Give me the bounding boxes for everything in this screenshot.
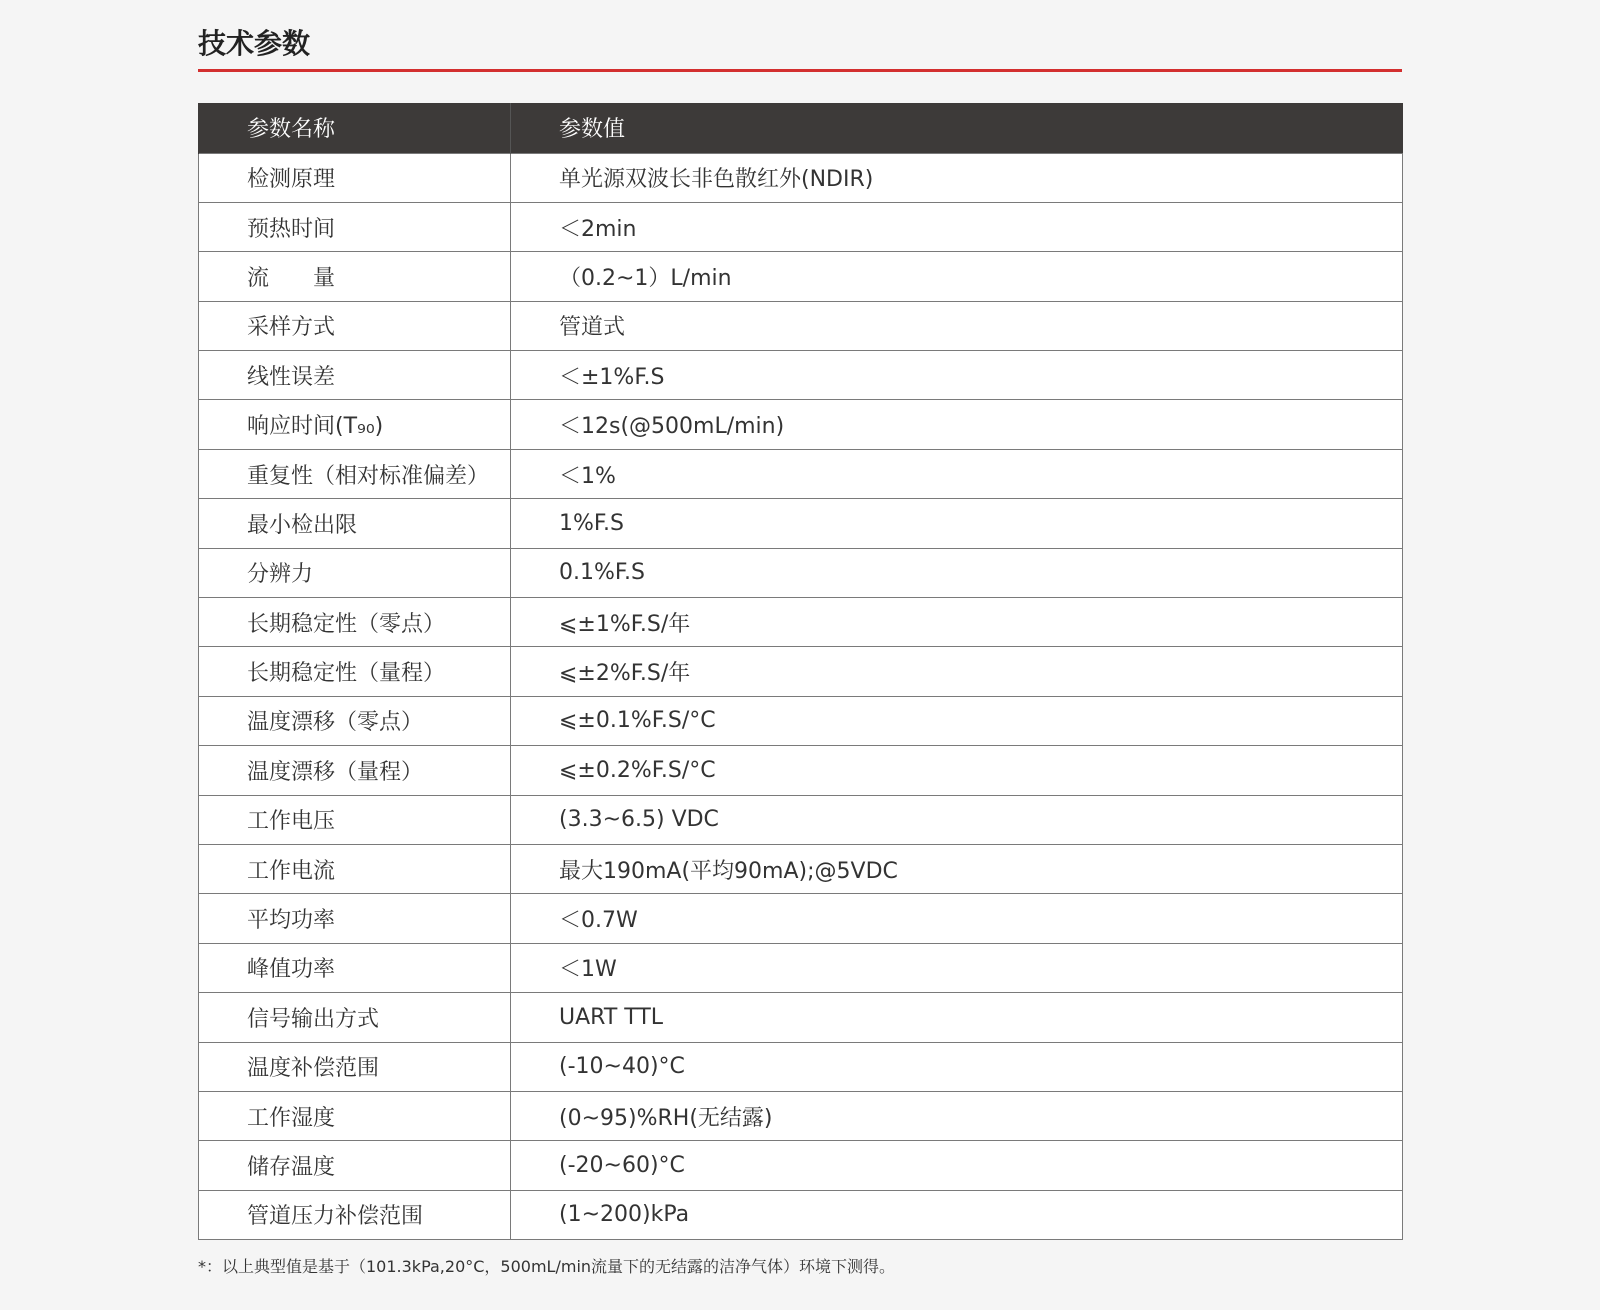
param-value-cell: ⩽±0.1%F.S/°C: [511, 696, 1403, 745]
table-header-row: [199, 103, 1403, 153]
table-row: [199, 153, 1403, 202]
param-name-cell: 温度补偿范围: [199, 1042, 511, 1091]
param-name-cell: 检测原理: [199, 153, 511, 202]
table-row: [199, 499, 1403, 548]
table-body: [199, 153, 1403, 1240]
column-header-name: 参数名称: [199, 103, 511, 153]
param-name-cell: 线性误差: [199, 351, 511, 400]
param-name-cell: 温度漂移（量程）: [199, 746, 511, 795]
table-row: [199, 844, 1403, 893]
param-value-cell: UART TTL: [511, 993, 1403, 1042]
section-title: 技术参数: [198, 0, 1402, 72]
footnote: *：以上典型值是基于（101.3kPa,20°C，500mL/min流量下的无结露的洁净气体）环境下测得。: [198, 1257, 896, 1277]
param-value-cell: （0.2~1）L/min: [511, 252, 1403, 301]
table-row: [199, 400, 1403, 449]
table-row: [199, 1190, 1403, 1239]
param-name-cell: 平均功率: [199, 894, 511, 943]
spec-table: [198, 103, 1403, 1240]
param-value-cell: ⩽±1%F.S/年: [511, 598, 1403, 647]
param-value-cell: 最大190mA(平均90mA);@5VDC: [511, 844, 1403, 893]
param-value-cell: (3.3~6.5) VDC: [511, 795, 1403, 844]
table-row: [199, 795, 1403, 844]
param-name-cell: 重复性（相对标准偏差）: [199, 449, 511, 498]
table-row: [199, 301, 1403, 350]
param-value-cell: ＜1%: [511, 449, 1403, 498]
param-name-cell: 峰值功率: [199, 943, 511, 992]
param-name-cell: 采样方式: [199, 301, 511, 350]
param-value-cell: 管道式: [511, 301, 1403, 350]
table-row: [199, 252, 1403, 301]
param-name-cell: 工作湿度: [199, 1091, 511, 1140]
param-value-cell: ＜±1%F.S: [511, 351, 1403, 400]
param-name-cell: 流 量: [199, 252, 511, 301]
param-name-cell: 工作电压: [199, 795, 511, 844]
param-value-cell: (0~95)%RH(无结露): [511, 1091, 1403, 1140]
param-value-cell: ＜0.7W: [511, 894, 1403, 943]
param-value-cell: ⩽±2%F.S/年: [511, 647, 1403, 696]
param-value-cell: 0.1%F.S: [511, 548, 1403, 597]
table-row: [199, 351, 1403, 400]
param-value-cell: ⩽±0.2%F.S/°C: [511, 746, 1403, 795]
param-name-cell: 分辨力: [199, 548, 511, 597]
param-value-cell: ＜12s(@500mL/min): [511, 400, 1403, 449]
param-name-cell: 长期稳定性（量程）: [199, 647, 511, 696]
table-row: [199, 1091, 1403, 1140]
table-row: [199, 746, 1403, 795]
param-name-cell: 温度漂移（零点）: [199, 696, 511, 745]
param-name-cell: 响应时间(T₉₀): [199, 400, 511, 449]
table-row: [199, 993, 1403, 1042]
param-name-cell: 信号输出方式: [199, 993, 511, 1042]
table-row: [199, 449, 1403, 498]
table-row: [199, 598, 1403, 647]
param-value-cell: ＜1W: [511, 943, 1403, 992]
table-row: [199, 647, 1403, 696]
param-value-cell: 1%F.S: [511, 499, 1403, 548]
table-row: [199, 943, 1403, 992]
table-row: [199, 202, 1403, 251]
param-value-cell: ＜2min: [511, 202, 1403, 251]
param-name-cell: 工作电流: [199, 844, 511, 893]
param-name-cell: 最小检出限: [199, 499, 511, 548]
param-value-cell: (1~200)kPa: [511, 1190, 1403, 1239]
param-value-cell: (-10~40)°C: [511, 1042, 1403, 1091]
table-row: [199, 1042, 1403, 1091]
param-name-cell: 管道压力补偿范围: [199, 1190, 511, 1239]
table-row: [199, 696, 1403, 745]
param-value-cell: (-20~60)°C: [511, 1141, 1403, 1190]
param-name-cell: 长期稳定性（零点）: [199, 598, 511, 647]
table-row: [199, 548, 1403, 597]
spec-page: [198, 0, 1402, 1277]
param-name-cell: 预热时间: [199, 202, 511, 251]
column-header-value: 参数值: [511, 103, 1403, 153]
table-row: [199, 894, 1403, 943]
table-row: [199, 1141, 1403, 1190]
param-value-cell: 单光源双波长非色散红外(NDIR): [511, 153, 1403, 202]
param-name-cell: 储存温度: [199, 1141, 511, 1190]
